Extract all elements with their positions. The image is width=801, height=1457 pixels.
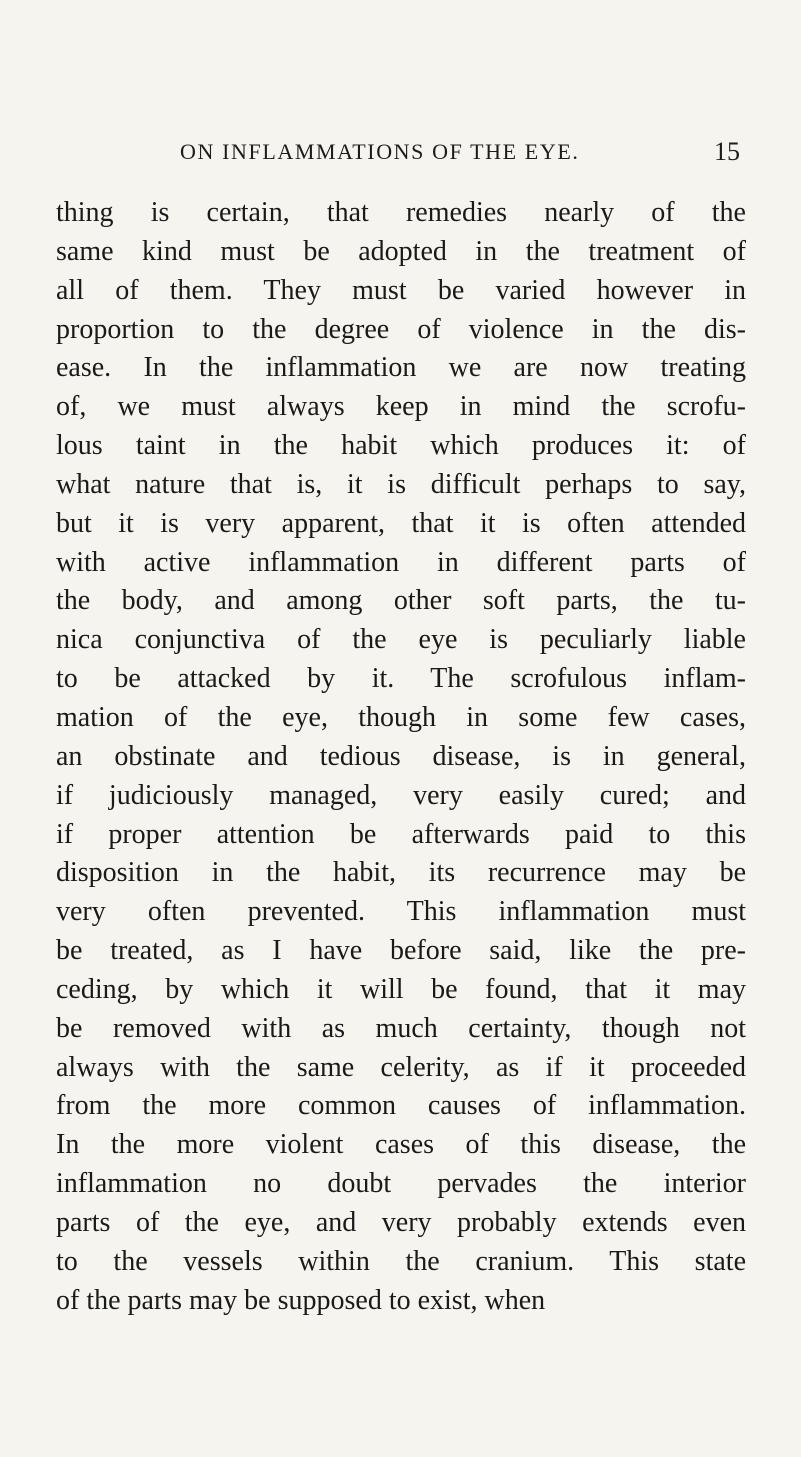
text-line: disposition in the habit, its recurrence may be xyxy=(56,857,746,889)
text-line: ceding, by which it will be found, that it may xyxy=(56,973,746,1005)
text-line: always with the same celerity, as if it proceeded xyxy=(56,1051,746,1083)
text-line: same kind must be adopted in the treatment of xyxy=(56,235,746,267)
text-line: ease. In the inflammation we are now treating xyxy=(56,352,746,384)
text-line: if judiciously managed, very easily cured; and xyxy=(56,779,746,811)
running-title: ON INFLAMMATIONS OF THE EYE. xyxy=(180,139,580,164)
running-head xyxy=(180,134,740,170)
text-line: the body, and among other soft parts, the tu- xyxy=(56,585,746,617)
text-line: all of them. They must be varied however in xyxy=(56,274,746,306)
page-number: 15 xyxy=(714,137,740,166)
text-line: from the more common causes of inflammation. xyxy=(56,1090,746,1122)
text-line: if proper attention be afterwards paid to this xyxy=(56,818,746,850)
text-line: In the more violent cases of this disease, the xyxy=(56,1129,746,1161)
text-line: nica conjunctiva of the eye is peculiarly liable xyxy=(56,624,746,656)
text-line: but it is very apparent, that it is often attended xyxy=(56,507,746,539)
text-line: lous taint in the habit which produces it: of xyxy=(56,430,746,462)
text-line: to be attacked by it. The scrofulous inflam- xyxy=(56,663,746,695)
text-line: to the vessels within the cranium. This state xyxy=(56,1245,746,1277)
text-line: inflammation no doubt pervades the interior xyxy=(56,1168,746,1200)
text-line: of the parts may be supposed to exist, when xyxy=(56,1284,546,1316)
text-line: proportion to the degree of violence in the dis- xyxy=(56,313,746,345)
text-line: an obstinate and tedious disease, is in general, xyxy=(56,740,746,772)
text-line: be removed with as much certainty, though not xyxy=(56,1012,746,1044)
text-line: of, we must always keep in mind the scrofu- xyxy=(56,391,746,423)
text-line: parts of the eye, and very probably extends even xyxy=(56,1206,746,1238)
text-line: with active inflammation in different parts of xyxy=(56,546,746,578)
text-line: thing is certain, that remedies nearly of the xyxy=(56,197,746,228)
text-line: mation of the eye, though in some few cases, xyxy=(56,701,746,733)
text-line: be treated, as I have before said, like the pre- xyxy=(56,935,746,967)
text-line: what nature that is, it is difficult perhaps to say, xyxy=(56,468,746,500)
text-line: very often prevented. This inflammation must xyxy=(56,896,746,928)
body-text xyxy=(56,194,746,1320)
